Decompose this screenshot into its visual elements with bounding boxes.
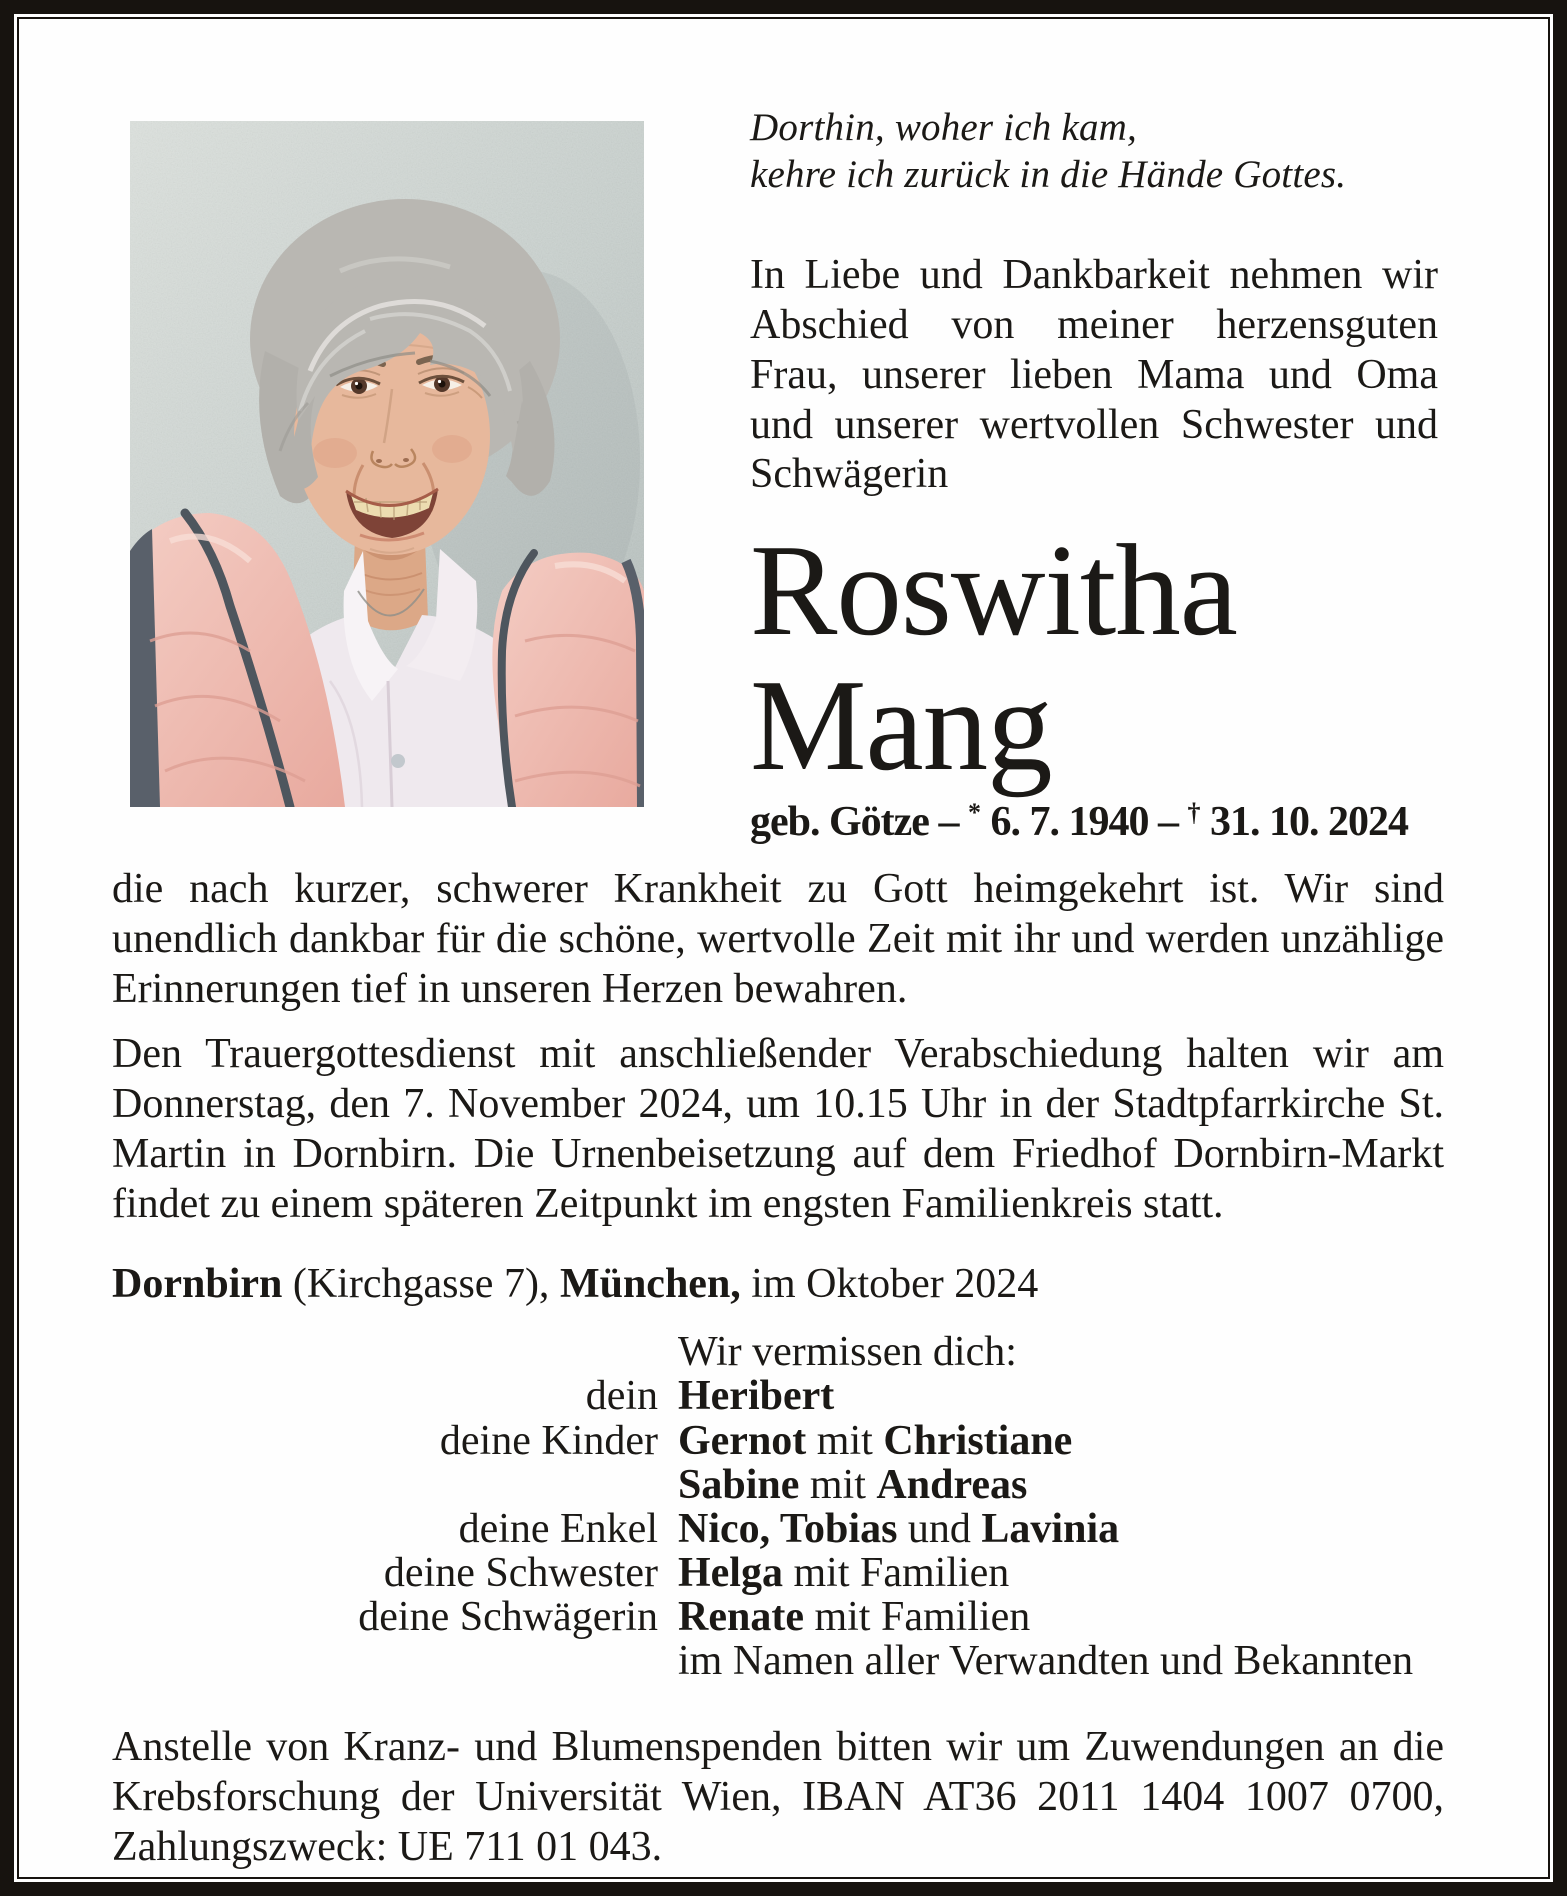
maiden-name: geb. Götze – xyxy=(750,799,968,846)
family-relation-label: deine Schwägerin xyxy=(358,1593,658,1640)
deceased-first-name: Roswitha xyxy=(750,518,1237,664)
death-cross-symbol: † xyxy=(1187,798,1201,828)
family-member-names: Gernot mit Christiane xyxy=(678,1417,1073,1464)
donation-paragraph: Anstelle von Kranz- und Blumenspenden bitten wir um Zuwendungen an die Krebsforschung der Universität Wien, IBAN AT36 2011 1404 1007 0700, Zahlungszweck: UE 711 01 043. xyxy=(112,1724,1444,1871)
family-relation-label: deine Enkel xyxy=(458,1505,658,1552)
obituary-content xyxy=(19,19,1548,1877)
portrait-photo xyxy=(130,121,644,807)
family-relation-label: deine Schwester xyxy=(383,1549,658,1596)
top-section xyxy=(112,105,1444,847)
obituary-page xyxy=(17,17,1550,1879)
birth-date: 6. 7. 1940 – xyxy=(980,799,1188,846)
quote-line: Dorthin, woher ich kam, xyxy=(750,106,1137,149)
family-member-names: Renate mit Familien xyxy=(678,1593,1031,1640)
family-member-names: im Namen aller Verwandten und Bekannten xyxy=(678,1637,1414,1684)
deceased-last-name: Mang xyxy=(750,653,1052,799)
religious-quote xyxy=(750,105,1438,199)
family-block xyxy=(112,1330,1444,1683)
right-column xyxy=(750,105,1438,847)
family-member-names: Helga mit Familien xyxy=(678,1549,1010,1596)
quote-line: kehre ich zurück in die Hände Gottes. xyxy=(750,152,1347,196)
family-member-names: Nico, Tobias und Lavinia xyxy=(678,1505,1120,1552)
family-header: Wir vermissen dich: xyxy=(678,1329,1017,1376)
family-row xyxy=(112,1639,1444,1683)
family-relation-label: dein xyxy=(585,1373,658,1420)
death-date: 31. 10. 2024 xyxy=(1200,799,1408,846)
portrait-illustration xyxy=(130,121,644,807)
obituary-paragraph: die nach kurzer, schwerer Krankheit zu Gott heimgekehrt ist. Wir sind unendlich dankbar für die schöne, wertvolle Zeit mit ihr und werden unzählige Erinnerungen tief in unseren Herzen bewahren. xyxy=(112,865,1444,1012)
family-row xyxy=(112,1463,1444,1507)
family-row xyxy=(112,1507,1444,1551)
family-row xyxy=(112,1595,1444,1639)
intro-paragraph: In Liebe und Dankbarkeit nehmen wir Abschied von meiner herzensguten Frau, unserer lieben Mama und Oma und unserer wertvollen Schwester und Schwägerin xyxy=(750,251,1438,498)
family-relation-label xyxy=(112,1639,658,1683)
cities-line: Dornbirn (Kirchgasse 7), München, im Oktober 2024 xyxy=(112,1261,1039,1308)
family-member-names: Sabine mit Andreas xyxy=(678,1461,1028,1508)
family-row xyxy=(112,1551,1444,1595)
family-relation-label xyxy=(112,1463,658,1507)
birth-star-symbol: * xyxy=(967,798,981,828)
vitals-line xyxy=(750,798,1438,846)
family-row xyxy=(112,1374,1444,1418)
family-member-names: Heribert xyxy=(678,1373,835,1420)
family-relation-label: deine Kinder xyxy=(439,1417,658,1464)
family-row xyxy=(112,1419,1444,1463)
service-paragraph: Den Trauergottesdienst mit anschließender Verabschiedung halten wir am Donnerstag, den 7. November 2024, um 10.15 Uhr in der Stadtpfarrkirche St. Martin in Dornbirn. Die Urnenbeisetzung auf dem Friedhof Dornbirn-Markt findet zu einem späteren Zeitpunkt im engsten Familienkreis statt. xyxy=(112,1031,1444,1228)
family-rows xyxy=(112,1374,1444,1683)
deceased-name xyxy=(750,518,1438,799)
